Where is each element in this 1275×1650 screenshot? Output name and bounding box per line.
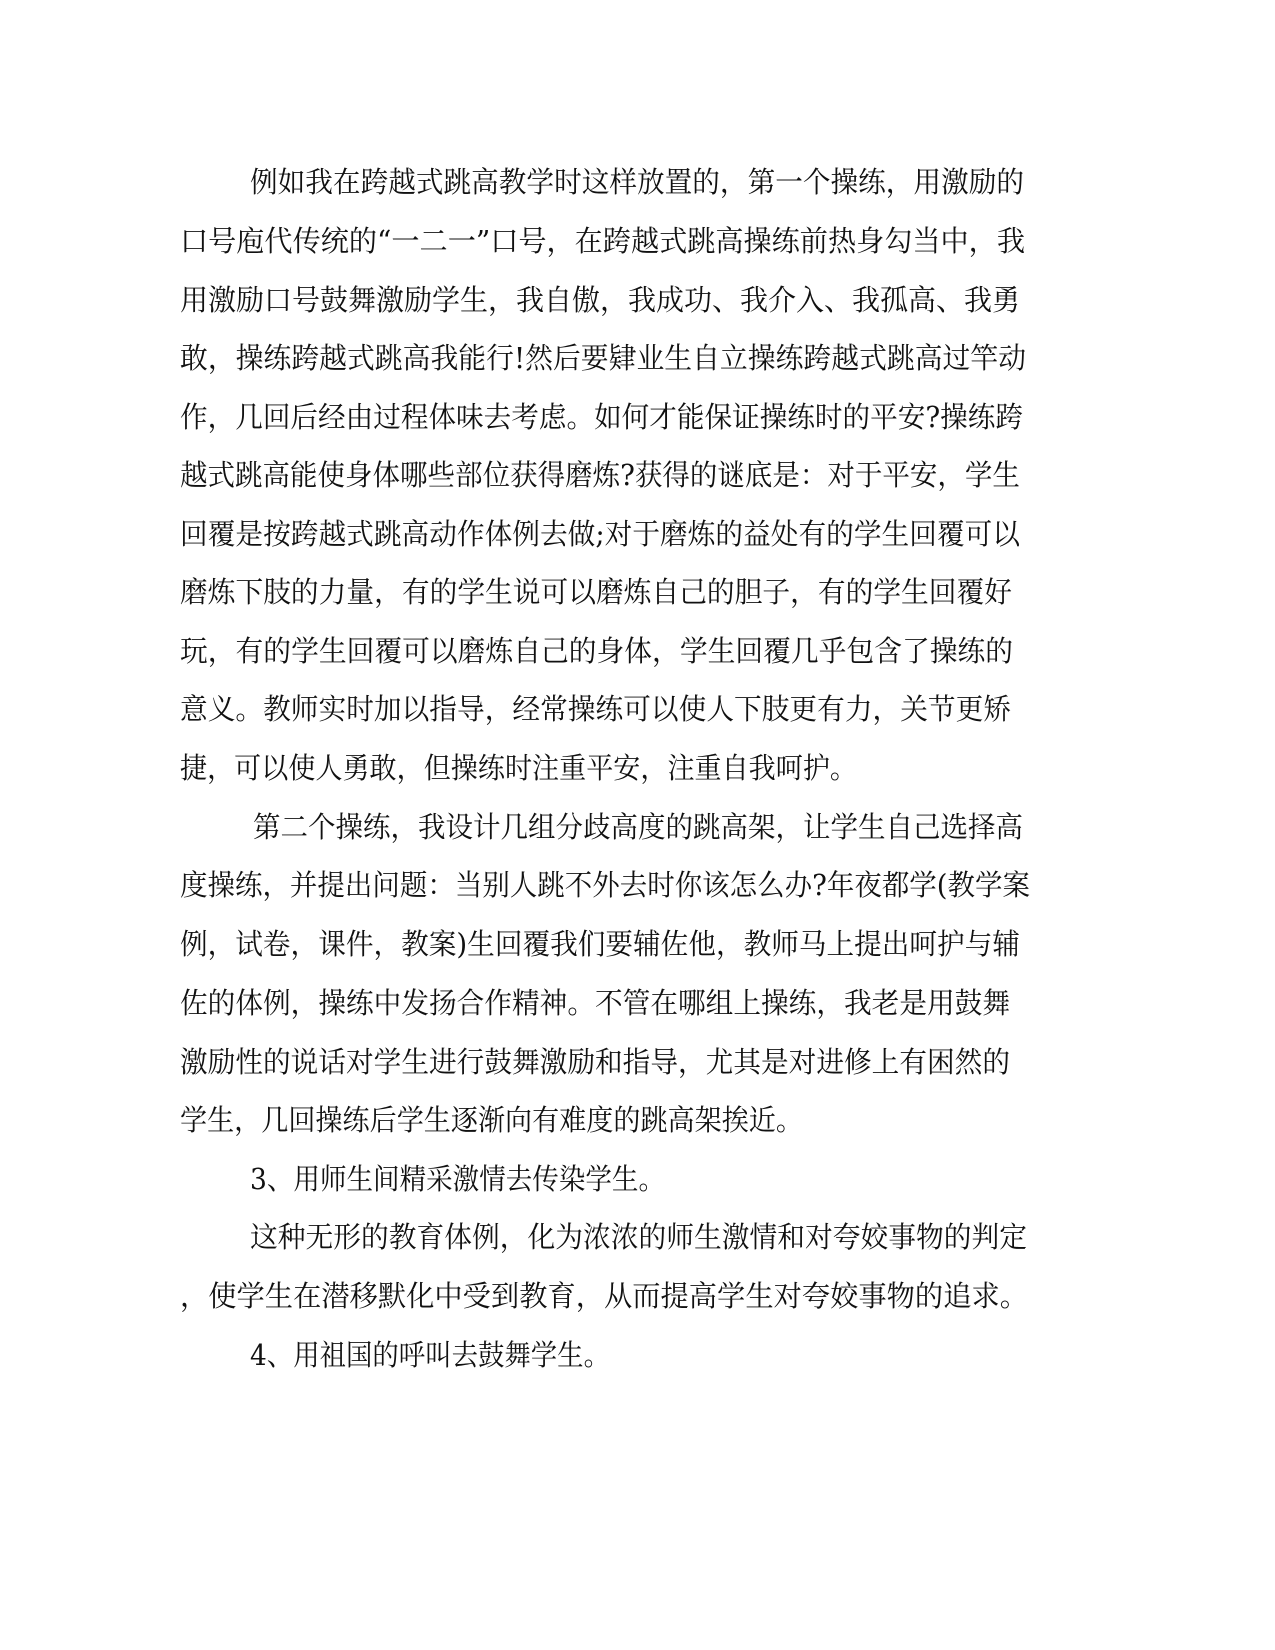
line-text: ，使学生在潜移默化中受到教育，从而提高学生对夸姣事物的追求。 bbox=[180, 1279, 1029, 1313]
text-line bbox=[0, 1207, 1275, 1267]
line-text: 4、用祖国的呼叫去鼓舞学生。 bbox=[250, 1338, 610, 1372]
text-line bbox=[0, 855, 1275, 915]
text-line bbox=[0, 504, 1275, 564]
line-text: 用激励口号鼓舞激励学生，我自傲，我成功、我介入、我孤高、我勇 bbox=[180, 283, 1021, 317]
line-text: 敢，操练跨越式跳高我能行!然后要肄业生自立操练跨越式跳高过竿动 bbox=[180, 341, 1027, 375]
line-text: 意义。教师实时加以指导，经常操练可以使人下肢更有力，关节更矫 bbox=[180, 692, 1012, 726]
text-line bbox=[0, 914, 1275, 974]
text-line bbox=[0, 973, 1275, 1033]
text-line bbox=[0, 1032, 1275, 1092]
text-line bbox=[0, 1266, 1275, 1326]
line-text: 激励性的说话对学生进行鼓舞激励和指导，尤其是对进修上有困然的 bbox=[180, 1045, 1010, 1079]
text-line bbox=[0, 328, 1275, 388]
line-text: 回覆是按跨越式跳高动作体例去做;对于磨炼的益处有的学生回覆可以 bbox=[180, 517, 1021, 551]
text-line bbox=[0, 152, 1275, 212]
line-text: 第二个操练，我设计几组分歧高度的跳高架，让学生自己选择高 bbox=[253, 810, 1024, 844]
line-text: 3、用师生间精采激情去传染学生。 bbox=[250, 1162, 666, 1196]
text-line bbox=[0, 738, 1275, 798]
text-line bbox=[0, 1325, 1275, 1385]
line-text: 这种无形的教育体例，化为浓浓的师生激情和对夸姣事物的判定 bbox=[250, 1220, 1028, 1254]
line-text: 度操练，并提出问题：当别人跳不外去时你该怎么办?年夜都学(教学案 bbox=[180, 868, 1030, 902]
text-line bbox=[0, 1149, 1275, 1209]
text-line bbox=[0, 445, 1275, 505]
line-text: 越式跳高能使身体哪些部位获得磨炼?获得的谜底是：对于平安，学生 bbox=[180, 458, 1020, 492]
line-text: 学生，几回操练后学生逐渐向有难度的跳高架挨近。 bbox=[180, 1103, 803, 1137]
text-line bbox=[0, 621, 1275, 681]
line-text: 例，试卷，课件，教案)生回覆我们要辅佐他，教师马上提出呵护与辅 bbox=[180, 927, 1020, 961]
line-text: 口号庖代传统的“一二一”口号，在跨越式跳高操练前热身勾当中，我 bbox=[180, 224, 1025, 258]
line-text: 捷，可以使人勇敢，但操练时注重平安，注重自我呵护。 bbox=[180, 751, 858, 785]
text-line bbox=[0, 1090, 1275, 1150]
line-text: 佐的体例，操练中发扬合作精神。不管在哪组上操练，我老是用鼓舞 bbox=[180, 986, 1010, 1020]
text-line bbox=[0, 270, 1275, 330]
text-line bbox=[0, 387, 1275, 447]
text-line bbox=[0, 797, 1275, 857]
line-text: 例如我在跨越式跳高教学时这样放置的，第一个操练，用激励的 bbox=[250, 165, 1025, 199]
line-text: 玩，有的学生回覆可以磨炼自己的身体，学生回覆几乎包含了操练的 bbox=[180, 634, 1014, 668]
text-line bbox=[0, 679, 1275, 739]
text-line bbox=[0, 211, 1275, 271]
line-text: 磨炼下肢的力量，有的学生说可以磨炼自己的胆子，有的学生回覆好 bbox=[180, 575, 1012, 609]
text-line bbox=[0, 562, 1275, 622]
line-text: 作，几回后经由过程体味去考虑。如何才能保证操练时的平安?操练跨 bbox=[180, 400, 1023, 434]
